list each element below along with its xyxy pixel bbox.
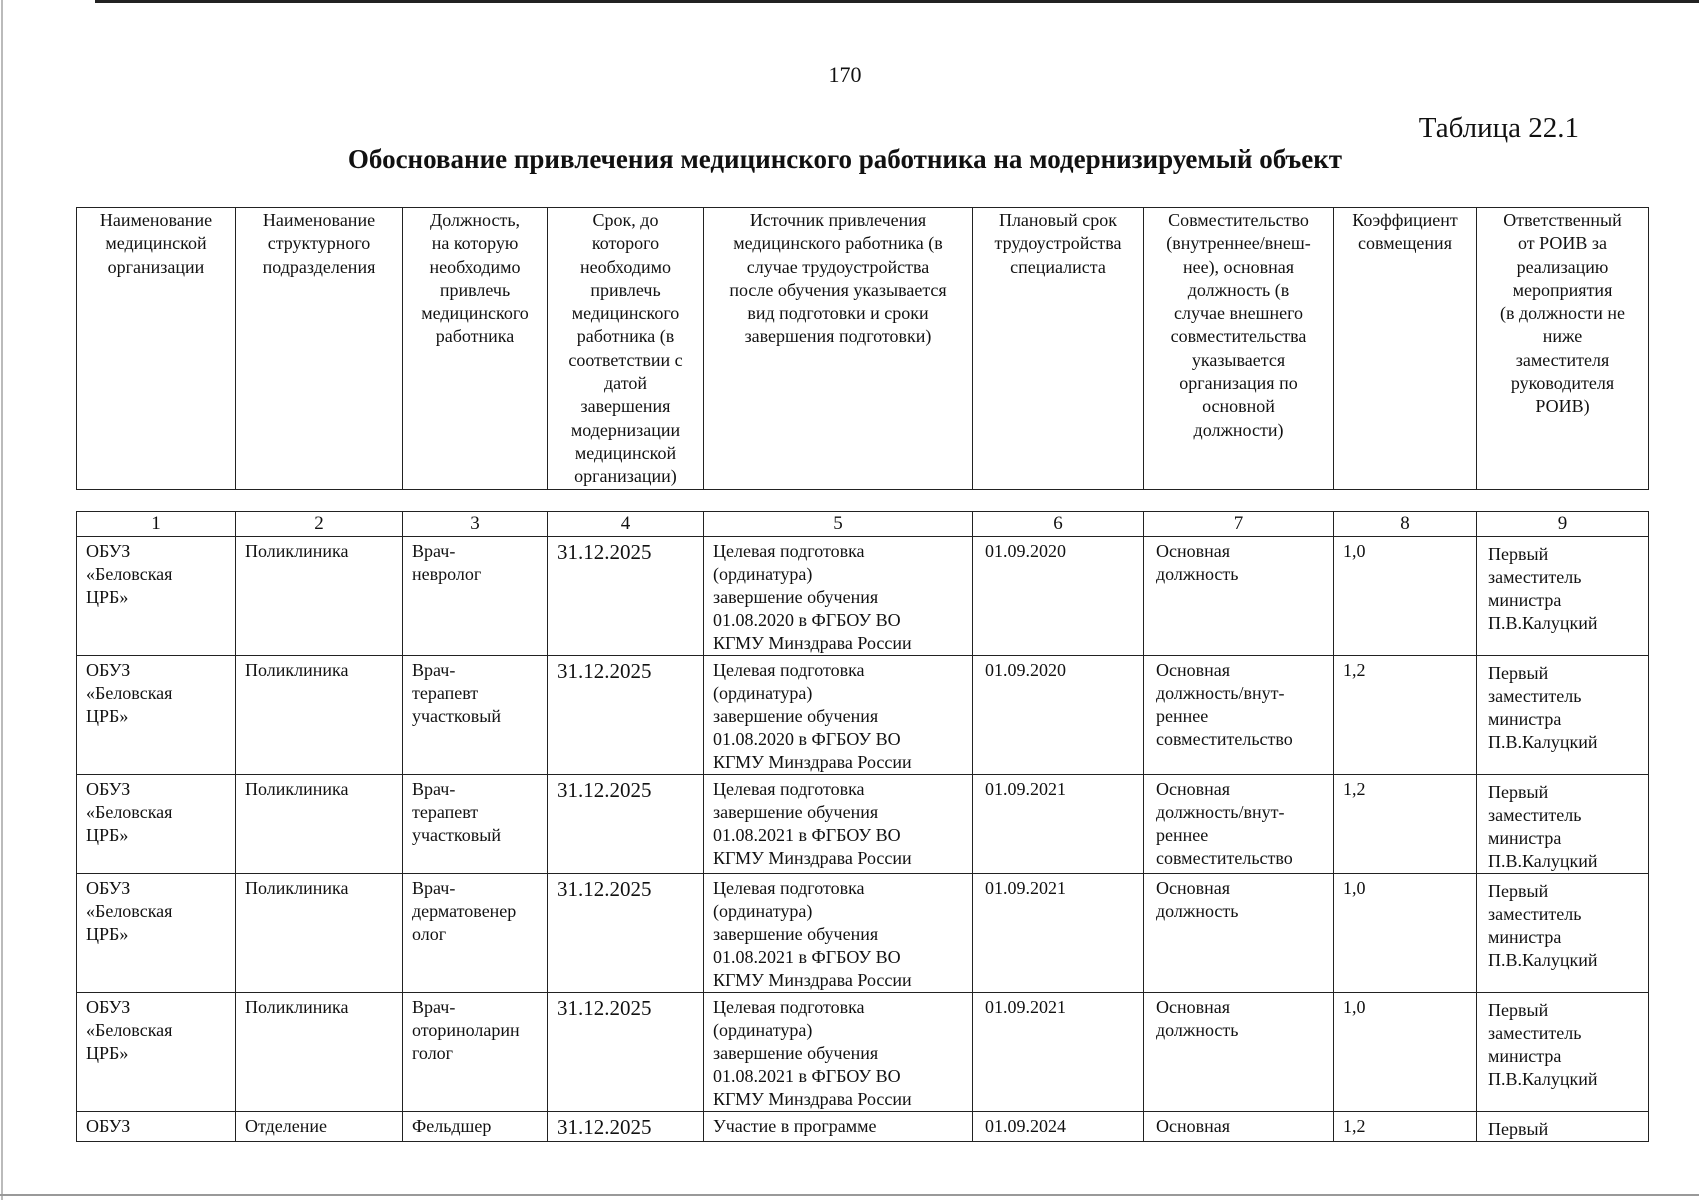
cell-responsible: Первый заместитель министра П.В.Калуцкий xyxy=(1477,993,1649,1112)
cell-position: Врач- терапевт участковый xyxy=(403,656,548,775)
left-scan-border xyxy=(1,0,3,1200)
header-cell-combination: Совместительство (внутреннее/внеш- нее), основная должность (в случае внешнего совместительства указывается организация по основной должности) xyxy=(1144,208,1334,490)
column-number: 3 xyxy=(403,512,548,537)
cell-responsible: Первый заместитель министра П.В.Калуцкий xyxy=(1477,656,1649,775)
cell-combination: Основная должность xyxy=(1144,874,1334,993)
data-table xyxy=(76,511,1649,1142)
cell-combination: Основная xyxy=(1144,1112,1334,1142)
cell-position: Фельдшер xyxy=(403,1112,548,1142)
column-number: 5 xyxy=(704,512,973,537)
cell-deadline: 31.12.2025 xyxy=(548,775,704,874)
cell-combination: Основная должность/внут- реннее совместительство xyxy=(1144,775,1334,874)
column-number: 1 xyxy=(77,512,236,537)
cell-responsible: Первый заместитель министра П.В.Калуцкий xyxy=(1477,874,1649,993)
cell-source: Целевая подготовка (ординатура) завершение обучения 01.08.2020 в ФГБОУ ВО КГМУ Минздрава России xyxy=(704,656,973,775)
cell-planned: 01.09.2021 xyxy=(973,775,1144,874)
header-cell-org: Наименование медицинской организации xyxy=(77,208,236,490)
cell-org: ОБУЗ «Беловская ЦРБ» xyxy=(77,874,236,993)
header-cell-coef: Коэффициент совмещения xyxy=(1334,208,1477,490)
cell-unit: Поликлиника xyxy=(236,874,403,993)
cell-position: Врач- дерматовенер олог xyxy=(403,874,548,993)
cell-coef: 1,0 xyxy=(1334,537,1477,656)
table-label: Таблица 22.1 xyxy=(1418,112,1579,144)
cell-source: Целевая подготовка (ординатура) завершение обучения 01.08.2021 в ФГБОУ ВО КГМУ Минздрава России xyxy=(704,874,973,993)
page-number: 170 xyxy=(828,62,862,87)
cell-combination: Основная должность xyxy=(1144,993,1334,1112)
cell-source: Целевая подготовка завершение обучения 01.08.2021 в ФГБОУ ВО КГМУ Минздрава России xyxy=(704,775,973,874)
cell-deadline: 31.12.2025 xyxy=(548,874,704,993)
cell-unit: Поликлиника xyxy=(236,775,403,874)
column-number: 6 xyxy=(973,512,1144,537)
cell-responsible: Первый заместитель министра П.В.Калуцкий xyxy=(1477,537,1649,656)
cell-responsible: Первый заместитель министра П.В.Калуцкий xyxy=(1477,775,1649,874)
cell-position: Врач- невролог xyxy=(403,537,548,656)
header-cell-responsible: Ответственный от РОИВ за реализацию мероприятия (в должности не ниже заместителя руководителя РОИВ) xyxy=(1477,208,1649,490)
cell-combination: Основная должность xyxy=(1144,537,1334,656)
table-row xyxy=(77,775,1649,874)
table-row xyxy=(77,874,1649,993)
cell-org: ОБУЗ «Беловская ЦРБ» xyxy=(77,775,236,874)
cell-org: ОБУЗ «Беловская ЦРБ» xyxy=(77,537,236,656)
header-cell-source: Источник привлечения медицинского работника (в случае трудоустройства после обучения указывается вид подготовки и сроки завершения подготовки) xyxy=(704,208,973,490)
table-row xyxy=(77,656,1649,775)
cell-deadline: 31.12.2025 xyxy=(548,537,704,656)
column-number: 4 xyxy=(548,512,704,537)
header-table xyxy=(76,207,1649,490)
cell-source: Целевая подготовка (ординатура) завершение обучения 01.08.2020 в ФГБОУ ВО КГМУ Минздрава России xyxy=(704,537,973,656)
cell-planned: 01.09.2021 xyxy=(973,874,1144,993)
column-number: 2 xyxy=(236,512,403,537)
cell-org: ОБУЗ «Беловская ЦРБ» xyxy=(77,993,236,1112)
cell-position: Врач- оториноларин голог xyxy=(403,993,548,1112)
cell-coef: 1,2 xyxy=(1334,656,1477,775)
table-row xyxy=(77,537,1649,656)
cell-planned: 01.09.2024 xyxy=(973,1112,1144,1142)
cell-coef: 1,0 xyxy=(1334,874,1477,993)
header-cell-deadline: Срок, до которого необходимо привлечь медицинского работника (в соответствии с датой завершения модернизации медицинской организации) xyxy=(548,208,704,490)
column-number: 7 xyxy=(1144,512,1334,537)
cell-source: Участие в программе xyxy=(704,1112,973,1142)
header-cell-unit: Наименование структурного подразделения xyxy=(236,208,403,490)
cell-coef: 1,2 xyxy=(1334,1112,1477,1142)
bottom-scan-border xyxy=(0,1194,1699,1196)
cell-org: ОБУЗ xyxy=(77,1112,236,1142)
header-row xyxy=(77,208,1649,490)
cell-planned: 01.09.2021 xyxy=(973,993,1144,1112)
column-number-row xyxy=(77,512,1649,537)
cell-coef: 1,2 xyxy=(1334,775,1477,874)
column-number: 8 xyxy=(1334,512,1477,537)
cell-unit: Поликлиника xyxy=(236,656,403,775)
cell-source: Целевая подготовка (ординатура) завершение обучения 01.08.2021 в ФГБОУ ВО КГМУ Минздрава России xyxy=(704,993,973,1112)
cell-unit: Поликлиника xyxy=(236,993,403,1112)
cell-planned: 01.09.2020 xyxy=(973,537,1144,656)
cell-unit: Поликлиника xyxy=(236,537,403,656)
cell-combination: Основная должность/внут- реннее совместительство xyxy=(1144,656,1334,775)
cell-coef: 1,0 xyxy=(1334,993,1477,1112)
cell-unit: Отделение xyxy=(236,1112,403,1142)
cell-org: ОБУЗ «Беловская ЦРБ» xyxy=(77,656,236,775)
top-scan-border xyxy=(95,0,1699,3)
cell-deadline: 31.12.2025 xyxy=(548,1112,704,1142)
table-row xyxy=(77,993,1649,1112)
cell-deadline: 31.12.2025 xyxy=(548,993,704,1112)
table-row xyxy=(77,1112,1649,1142)
header-cell-position: Должность, на которую необходимо привлечь медицинского работника xyxy=(403,208,548,490)
header-cell-planned: Плановый срок трудоустройства специалиста xyxy=(973,208,1144,490)
document-title: Обоснование привлечения медицинского работника на модернизируемый объект xyxy=(347,144,1343,174)
column-number: 9 xyxy=(1477,512,1649,537)
cell-position: Врач- терапевт участковый xyxy=(403,775,548,874)
cell-deadline: 31.12.2025 xyxy=(548,656,704,775)
cell-responsible: Первый xyxy=(1477,1112,1649,1142)
cell-planned: 01.09.2020 xyxy=(973,656,1144,775)
